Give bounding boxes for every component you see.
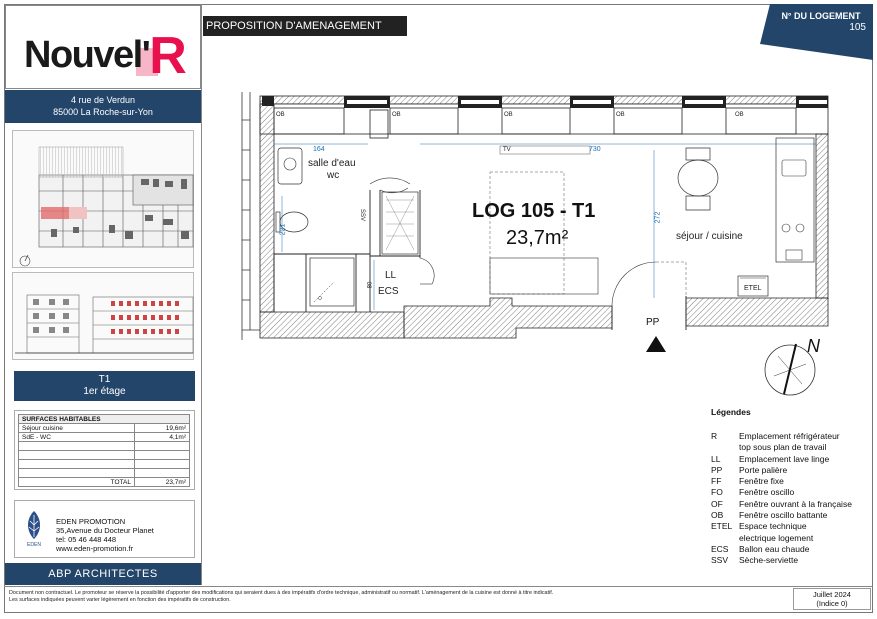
ob-label: OB: [392, 112, 401, 118]
document-index: (Indice 0): [816, 599, 848, 608]
brand-apostrophe: ': [141, 34, 150, 76]
unit-type: T1: [98, 374, 111, 385]
promoter-web: www.eden-promotion.fr: [56, 544, 134, 553]
legend-code: LL: [711, 453, 721, 464]
ob-label: OB: [276, 112, 285, 118]
etel-label: ETEL: [744, 285, 762, 292]
legend-desc: Ballon eau chaude: [739, 543, 810, 554]
dim-272: 272: [654, 211, 662, 224]
list-item: [711, 476, 877, 487]
surfaces-heading: SURFACES HABITABLES: [19, 415, 190, 424]
ob-label: OB: [504, 112, 513, 118]
legend-code: ETEL: [711, 521, 733, 532]
ecs-label: ECS: [378, 286, 399, 297]
legend-desc: Fenêtre oscillo: [739, 487, 795, 498]
document-title: PROPOSITION D'AMENAGEMENT: [203, 16, 407, 36]
list-item: [711, 521, 877, 532]
legend-code: FF: [711, 476, 722, 487]
legend-desc: electrique logement: [739, 532, 814, 543]
address-line1: 4 rue de Verdun: [70, 95, 136, 105]
list-item: [711, 465, 877, 476]
list-item: [711, 499, 877, 510]
promoter-address: 35,Avenue du Docteur Planet: [56, 526, 154, 535]
legend-code: OB: [711, 510, 724, 521]
dim-164: 164: [313, 146, 325, 153]
total-value: 23,7m²: [135, 478, 190, 487]
legend-desc: Fenêtre oscillo battante: [739, 510, 828, 521]
dim-221: 221: [279, 223, 287, 236]
list-item: [711, 431, 877, 442]
list-item: [711, 544, 877, 555]
list-item: [711, 555, 877, 566]
promoter-phone: tel: 05 46 448 448: [56, 535, 117, 544]
disclaimer: [9, 590, 789, 604]
legend-desc: Porte palière: [739, 464, 788, 475]
surface-value: 19,6m²: [135, 424, 190, 433]
room-sejour: séjour / cuisine: [676, 231, 743, 242]
lognum-value: 105: [849, 22, 866, 33]
list-item: [711, 533, 877, 544]
legend-title: Légendes: [711, 407, 751, 417]
legend-code: ECS: [711, 543, 729, 554]
address-line2: 85000 La Roche-sur-Yon: [53, 107, 153, 117]
dim-730: 730: [589, 146, 601, 153]
tv-label: TV: [503, 147, 511, 153]
eden-logo-text: EDEN: [27, 542, 41, 548]
unit-floor: 1er étage: [83, 386, 126, 397]
surface-label: Séjour cuisine: [19, 424, 135, 433]
log-area: 23,7m²: [506, 227, 569, 249]
surface-value: 4,1m²: [135, 433, 190, 442]
brand-accent-letter: R: [149, 27, 186, 85]
legend-code: FO: [711, 487, 723, 498]
list-item: [711, 442, 877, 453]
list-item: [711, 454, 877, 465]
log-title: LOG 105 - T1: [472, 200, 596, 222]
legend-code: PP: [711, 464, 723, 475]
legend-desc: Emplacement lave linge: [739, 453, 830, 464]
disclaimer-line1: Document non contractuel. Le promoteur se réserve la possibilité d'apporter des modifications qui seraient dues à des impératifs d'ordre technique, administratif ou normatif. L'aménagement de la cuisine est donné à titre indicatif.: [9, 590, 554, 596]
legend-code: [711, 442, 739, 453]
legend-desc: Espace technique: [739, 521, 807, 532]
footer-divider: [4, 586, 873, 587]
ob-label: OB: [616, 112, 625, 118]
legend-desc: Emplacement réfrigérateur: [739, 431, 840, 441]
list-item: [711, 510, 877, 521]
dim-80: 80: [367, 281, 374, 289]
disclaimer-line2: Les surfaces indiquées peuvent varier légèrement en fonction des impératifs de construction.: [9, 597, 231, 603]
surface-label: SdE - WC: [19, 433, 135, 442]
brand-main-text: Nouvel: [24, 34, 142, 76]
legend-desc: top sous plan de travail: [739, 442, 827, 453]
north-label: N: [807, 336, 820, 356]
lognum-label: N° DU LOGEMENT: [781, 11, 861, 21]
legend-code: [711, 533, 739, 544]
total-label: TOTAL: [19, 478, 135, 487]
room-sde: salle d'eau: [308, 158, 356, 169]
ob-label: OB: [735, 112, 744, 118]
legend-code: SSV: [711, 555, 729, 566]
legend-desc: Sèche-serviette: [739, 555, 799, 566]
legend-code: OF: [711, 498, 723, 509]
legend-code: R: [711, 431, 718, 441]
date-box: [793, 588, 871, 610]
ll-label: LL: [385, 270, 397, 281]
document-date: Juillet 2024: [813, 590, 851, 599]
room-wc: wc: [327, 170, 340, 181]
list-item: [711, 487, 877, 498]
legend-list: [711, 431, 877, 567]
promoter-name: EDEN PROMOTION: [56, 517, 126, 526]
architect-banner: ABP ARCHITECTES: [5, 563, 201, 585]
legend-desc: Fenêtre fixe: [739, 476, 784, 487]
pp-label: PP: [646, 317, 660, 328]
ssv-label: SSV: [359, 208, 366, 222]
legend-desc: Fenêtre ouvrant à la française: [739, 498, 852, 509]
